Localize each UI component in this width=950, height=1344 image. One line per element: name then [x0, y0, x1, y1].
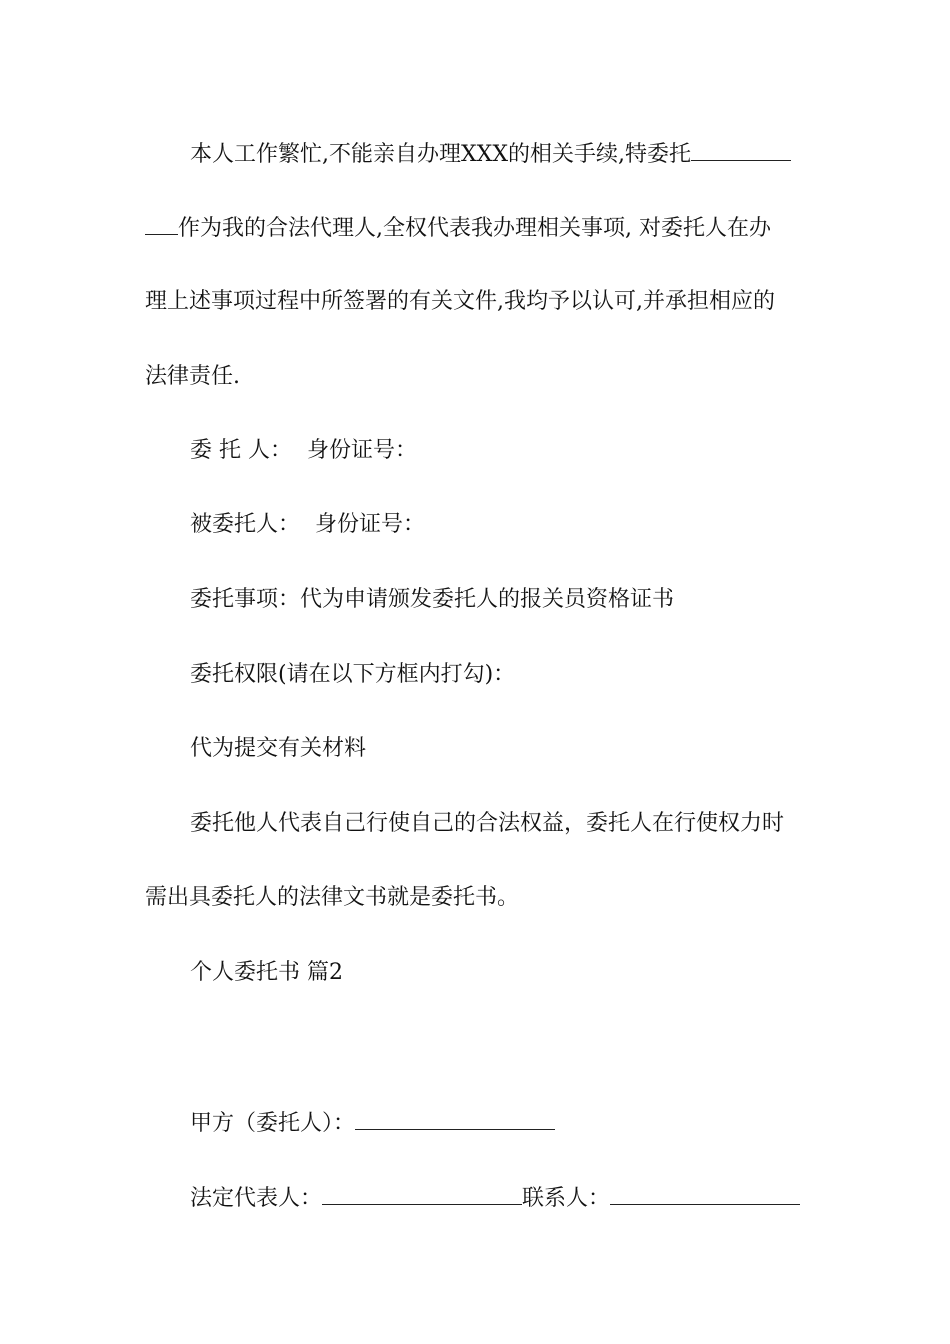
principal-id-label: 身份证号： — [307, 438, 418, 463]
principal-label: 委 托 人： — [190, 438, 292, 463]
party-a-row — [190, 1107, 855, 1139]
party-a-blank[interactable] — [355, 1107, 555, 1130]
legal-rep-blank[interactable] — [322, 1182, 522, 1205]
agent-id-label: 身份证号： — [315, 512, 426, 537]
contact-label: 联系人： — [522, 1186, 611, 1211]
contact-blank[interactable] — [610, 1182, 800, 1205]
paragraph-1-line-2 — [145, 212, 810, 244]
principal-row — [190, 436, 855, 466]
legal-rep-row — [190, 1182, 855, 1214]
agent-name-blank-continued[interactable] — [145, 212, 178, 235]
agent-row — [190, 510, 855, 540]
agent-name-blank[interactable] — [691, 138, 791, 161]
paragraph-1-line-3: 理上述事项过程中所签署的有关文件,我均予以认可,并承担相应的 — [145, 289, 775, 314]
authority-option: 代为提交有关材料 — [190, 736, 367, 761]
section-heading: 个人委托书 篇2 — [190, 960, 343, 985]
party-a-label: 甲方（委托人）： — [190, 1111, 356, 1136]
paragraph-1-line-1 — [190, 138, 855, 170]
legal-rep-label: 法定代表人： — [190, 1186, 323, 1211]
paragraph-2-line-1: 委托他人代表自己行使自己的合法权益，委托人在行使权力时 — [190, 811, 785, 836]
matter-line: 委托事项：代为申请颁发委托人的报关员资格证书 — [190, 587, 675, 612]
paragraph-1-line-4: 法律责任. — [145, 364, 240, 389]
agent-label: 被委托人： — [190, 512, 301, 537]
authority-line: 委托权限(请在以下方框内打勾)： — [190, 662, 516, 687]
paragraph-2-line-2: 需出具委托人的法律文书就是委托书。 — [145, 885, 520, 910]
paragraph-1-line-2-text: 作为我的合法代理人,全权代表我办理相关事项, 对委托人在办 — [178, 216, 771, 241]
paragraph-1-line-1-text: 本人工作繁忙,不能亲自办理XXX的相关手续,特委托 — [190, 142, 691, 167]
